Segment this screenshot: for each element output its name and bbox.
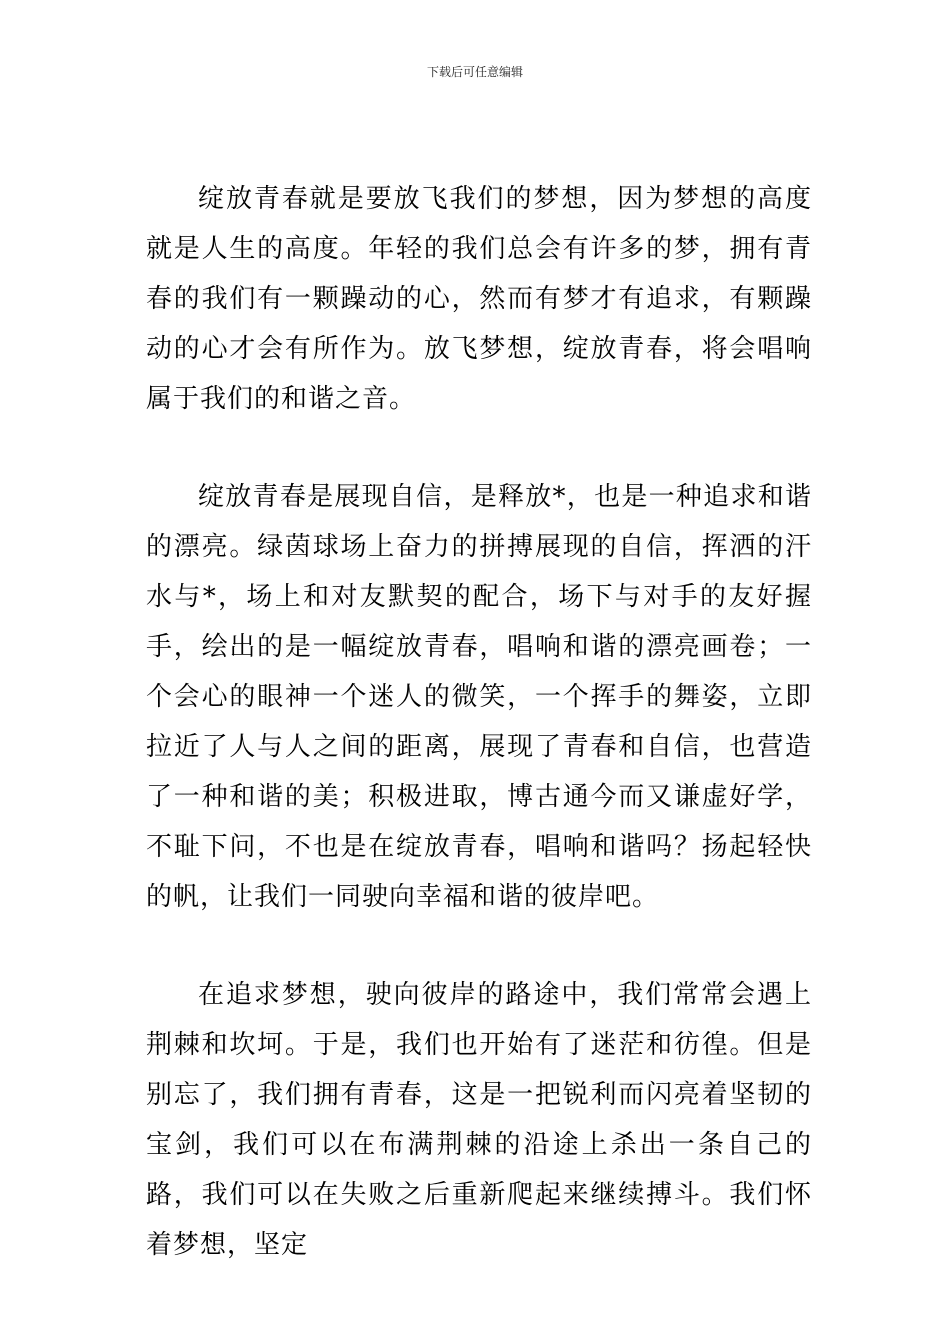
page-header-note: 下载后可任意编辑 [426,65,523,79]
paragraph-3: 在追求梦想，驶向彼岸的路途中，我们常常会遇上荆棘和坎坷。于是，我们也开始有了迷茫和彷徨。但是别忘了，我们拥有青春，这是一把锐利而闪亮着坚韧的宝剑，我们可以在布满荆棘的沿途上杀出一条自己的路，我们可以在失败之后重新爬起来继续搏斗。我们怀着梦想，坚定 [146,980,812,1260]
paragraph-2: 绽放青春是展现自信，是释放*，也是一种追求和谐的漂亮。绿茵球场上奋力的拼搏展现的自信，挥洒的汗水与*，场上和对友默契的配合，场下与对手的友好握手，绘出的是一幅绽放青春，唱响和谐的漂亮画卷；一个会心的眼神一个迷人的微笑，一个挥手的舞姿，立即拉近了人与人之间的距离，展现了青春和自信，也营造了一种和谐的美；积极进取，博古通今而又谦虚好学，不耻下问，不也是在绽放青春，唱响和谐吗？扬起轻快的帆，让我们一同驶向幸福和谐的彼岸吧。 [146,482,812,912]
paragraph-1: 绽放青春就是要放飞我们的梦想，因为梦想的高度就是人生的高度。年轻的我们总会有许多的梦，拥有青春的我们有一颗躁动的心，然而有梦才有追求，有颗躁动的心才会有所作为。放飞梦想，绽放青春，将会唱响属于我们的和谐之音。 [146,184,812,414]
